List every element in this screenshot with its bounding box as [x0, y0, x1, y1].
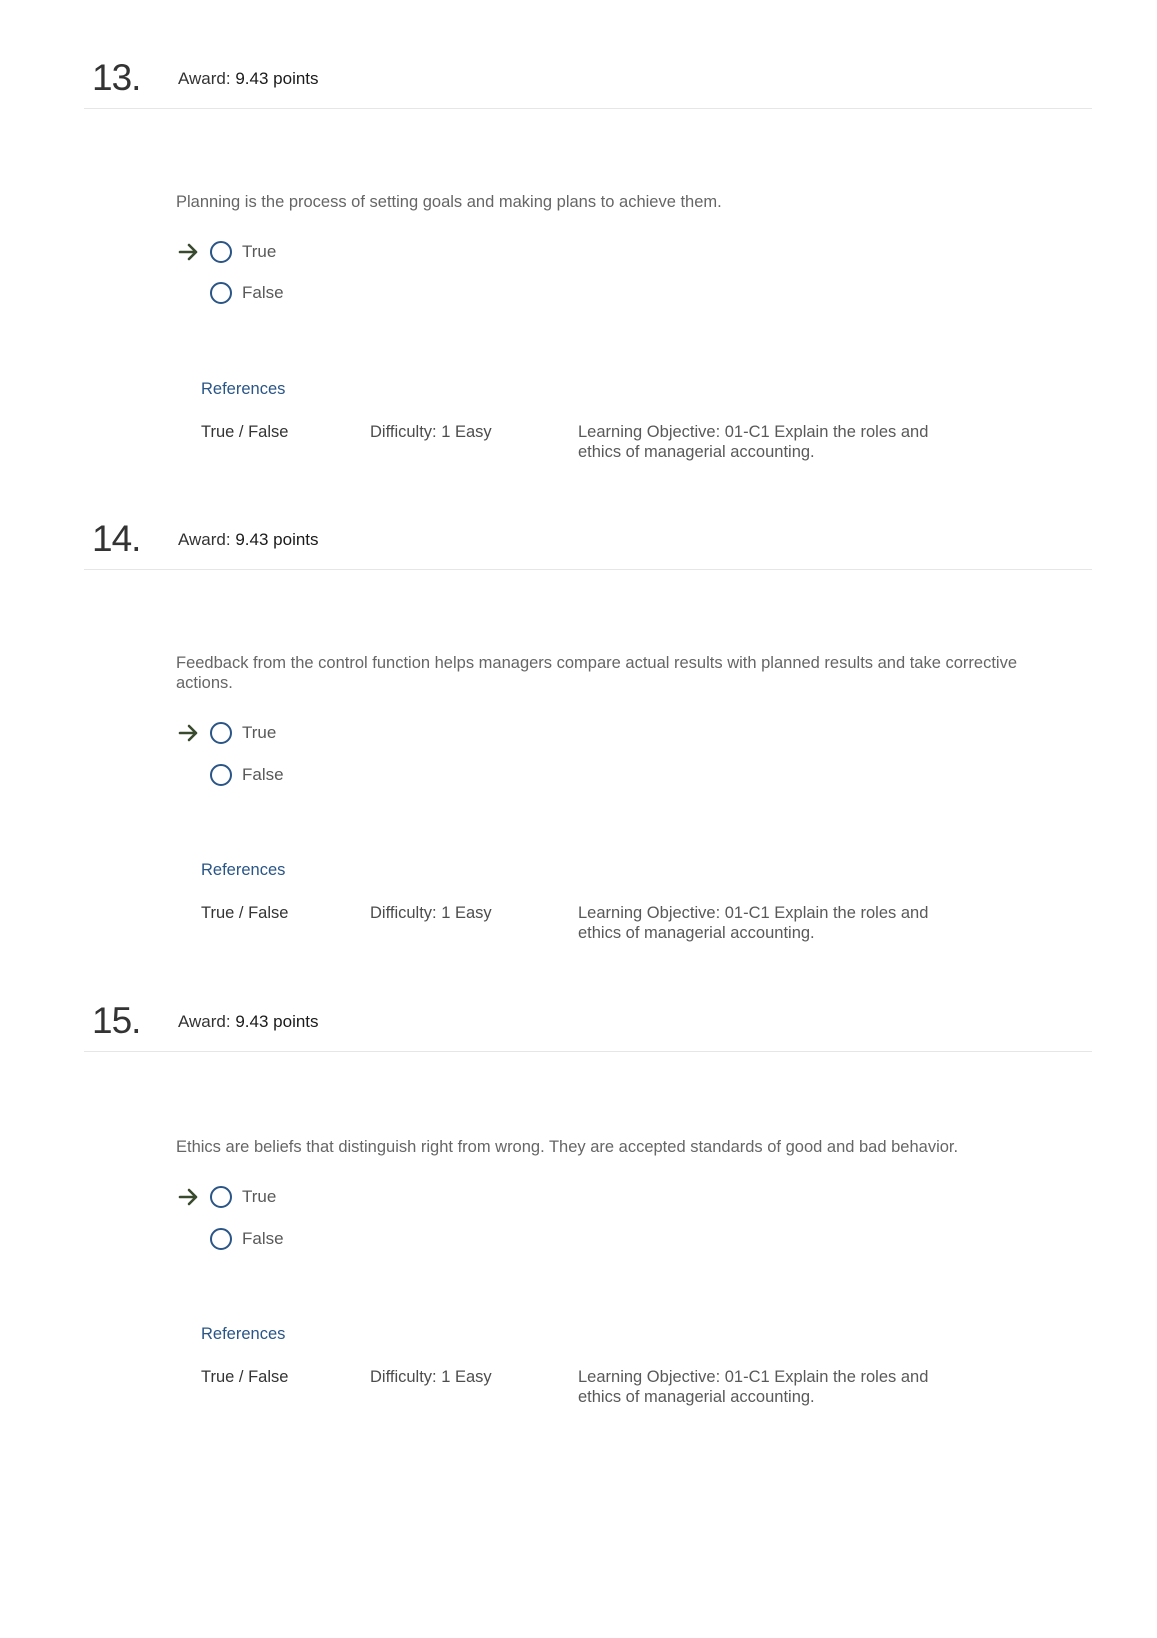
learning-objective: Learning Objective: 01-C1 Explain the roles and ethics of managerial accounting.	[578, 1368, 929, 1406]
radio-circle-icon[interactable]	[210, 241, 232, 263]
option-label: False	[242, 283, 284, 302]
option-label: False	[242, 1229, 284, 1248]
option-true[interactable]	[176, 1185, 376, 1209]
option-label: True	[242, 242, 277, 261]
question-number: 14.	[92, 518, 141, 559]
award-points: 9.43 points	[235, 69, 319, 88]
references-link[interactable]: References	[201, 380, 286, 398]
award-points: 9.43 points	[235, 1012, 319, 1031]
award	[178, 68, 319, 90]
question-type: True / False	[201, 423, 289, 441]
option-false[interactable]	[176, 1227, 376, 1251]
learning-objective: Learning Objective: 01-C1 Explain the roles and ethics of managerial accounting.	[578, 904, 929, 942]
learning-objective: Learning Objective: 01-C1 Explain the roles and ethics of managerial accounting.	[578, 423, 929, 461]
question-header	[84, 57, 1092, 109]
option-false[interactable]	[176, 763, 376, 787]
award-points: 9.43 points	[235, 530, 319, 549]
radio-circle-icon[interactable]	[210, 764, 232, 786]
award-label: Award:	[178, 1012, 231, 1031]
question-type: True / False	[201, 904, 289, 922]
references-link[interactable]: References	[201, 861, 286, 879]
radio-circle-icon[interactable]	[210, 1228, 232, 1250]
references-link[interactable]: References	[201, 1325, 286, 1343]
question-prompt: Planning is the process of setting goals and making plans to achieve them.	[176, 193, 722, 211]
arrow-right-icon	[178, 242, 200, 262]
question-header	[84, 1000, 1092, 1052]
question-header	[84, 518, 1092, 570]
option-label: True	[242, 723, 277, 742]
option-label: False	[242, 765, 284, 784]
radio-circle-icon[interactable]	[210, 1186, 232, 1208]
option-label: True	[242, 1187, 277, 1206]
question-type: True / False	[201, 1368, 289, 1386]
question-prompt: Ethics are beliefs that distinguish right from wrong. They are accepted standards of good and bad behavior.	[176, 1138, 959, 1156]
question-number: 15.	[92, 1000, 141, 1041]
option-false[interactable]	[176, 281, 376, 305]
award	[178, 529, 319, 551]
option-true[interactable]	[176, 240, 376, 264]
radio-circle-icon[interactable]	[210, 282, 232, 304]
award-label: Award:	[178, 69, 231, 88]
option-true[interactable]	[176, 721, 376, 745]
difficulty: Difficulty: 1 Easy	[370, 423, 492, 441]
award-label: Award:	[178, 530, 231, 549]
arrow-right-icon	[178, 1187, 200, 1207]
radio-circle-icon[interactable]	[210, 722, 232, 744]
question-number: 13.	[92, 57, 141, 98]
difficulty: Difficulty: 1 Easy	[370, 904, 492, 922]
difficulty: Difficulty: 1 Easy	[370, 1368, 492, 1386]
arrow-right-icon	[178, 723, 200, 743]
question-prompt: Feedback from the control function helps managers compare actual results with planned results and take corrective actions.	[176, 654, 1018, 692]
award	[178, 1011, 319, 1033]
